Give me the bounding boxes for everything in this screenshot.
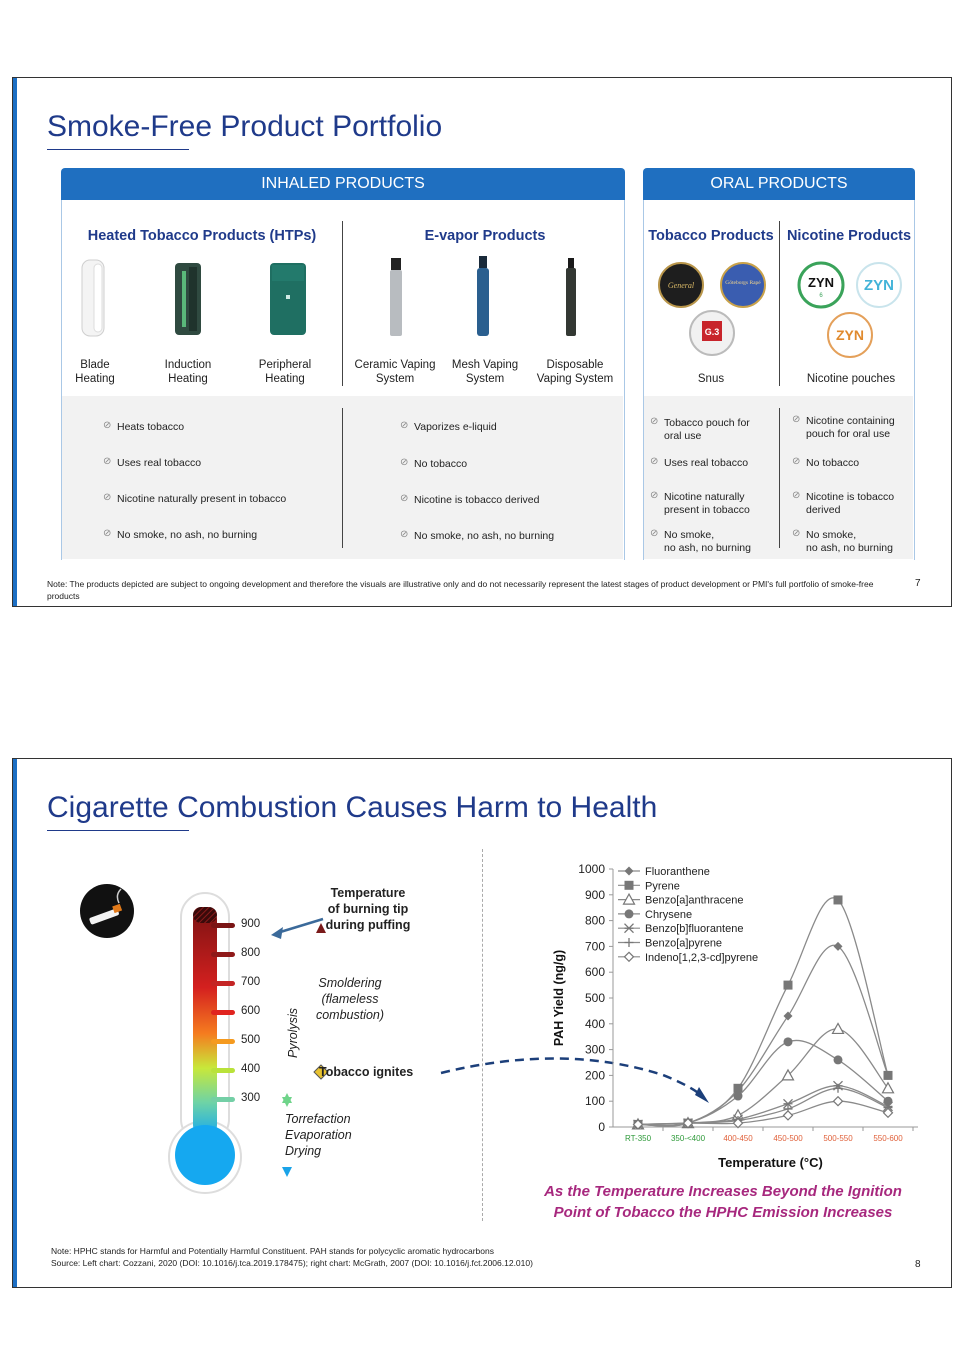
check-icon: ⊘ xyxy=(650,456,659,467)
check-icon: ⊘ xyxy=(650,416,659,427)
conclusion-text: As the Temperature Increases Beyond the Ignition Point of Tobacco the HPHC Emission Increases xyxy=(544,1183,902,1221)
y-tick-label: 100 xyxy=(584,1094,605,1109)
thermo-tick-label: 400 xyxy=(241,1063,261,1075)
y-tick-label: 800 xyxy=(584,913,605,928)
thermo-tick-label: 600 xyxy=(241,1005,261,1017)
thermo-tick-mark xyxy=(211,981,235,986)
data-point xyxy=(625,909,634,918)
y-tick-label: 400 xyxy=(584,1016,605,1031)
category-evapor: E-vapor Products xyxy=(424,228,546,244)
data-point xyxy=(625,867,634,876)
thermo-tick-label: 300 xyxy=(241,1092,261,1104)
thermo-tick-label: 500 xyxy=(241,1034,261,1046)
data-point xyxy=(625,952,634,961)
label-nicotine-pouches: Nicotine pouches xyxy=(806,373,896,385)
thermo-tick-mark xyxy=(211,1039,235,1044)
data-point xyxy=(625,924,634,933)
check-icon: ⊘ xyxy=(400,493,409,504)
disposable-vaping-image xyxy=(563,258,579,338)
series-line-4 xyxy=(638,1086,888,1125)
divider-features-inhaled xyxy=(342,408,343,548)
data-point xyxy=(784,981,793,990)
feature-tobacco-0: Tobacco pouch for oral use xyxy=(664,417,750,442)
thermo-tick-label: 900 xyxy=(241,918,261,930)
x-tick-label: RT-350 xyxy=(624,1134,652,1143)
thermo-tick-mark xyxy=(211,952,235,957)
y-tick-label: 700 xyxy=(584,939,605,954)
x-tick-label: 450-500 xyxy=(773,1134,803,1143)
pyrolysis-label: Pyrolysis xyxy=(286,1008,300,1059)
check-icon: ⊘ xyxy=(103,456,112,467)
data-point xyxy=(834,895,843,904)
feature-nicotine-0: Nicotine containing pouch for oral use xyxy=(806,415,895,440)
feature-htp-3: No smoke, no ash, no burning xyxy=(117,529,258,541)
snus-goteborgs-tin xyxy=(719,261,767,309)
divider-tobacco-nicotine xyxy=(779,221,780,386)
snus-general-tin xyxy=(657,261,705,309)
x-tick-label: 500-550 xyxy=(823,1134,853,1143)
svg-text:6: 6 xyxy=(819,293,823,299)
label-mesh-vaping: Mesh Vaping System xyxy=(451,359,519,385)
series-line-0 xyxy=(638,945,888,1126)
series-line-2 xyxy=(638,1029,888,1125)
x-tick-label: 550-600 xyxy=(873,1134,903,1143)
data-point xyxy=(625,938,634,947)
category-nicotine: Nicotine Products xyxy=(786,228,912,244)
data-point xyxy=(734,1084,743,1093)
slide2-note: Note: HPHC stands for Harmful and Potentially Harmful Constituent. PAH stands for polycyclic aromatic hydrocarbons xyxy=(51,1246,494,1256)
legend-label: Chrysene xyxy=(645,908,693,921)
legend-label: Fluoranthene xyxy=(645,866,710,878)
slide-smoke-free-portfolio xyxy=(12,77,952,607)
y-tick-label: 500 xyxy=(584,991,605,1005)
x-tick-label: 400-450 xyxy=(723,1134,753,1143)
smoldering-label: Smoldering (flameless combustion) xyxy=(315,976,385,1022)
check-icon: ⊘ xyxy=(792,528,801,539)
check-icon: ⊘ xyxy=(792,490,801,501)
data-point xyxy=(784,1012,793,1021)
data-point xyxy=(884,1071,893,1080)
y-tick-label: 300 xyxy=(584,1042,605,1057)
burning-cigarette-icon xyxy=(79,883,135,939)
legend-label: Pyrene xyxy=(645,880,680,893)
feature-evapor-3: No smoke, no ash, no burning xyxy=(414,530,555,542)
feature-evapor-1: No tobacco xyxy=(414,458,468,470)
slide-accent-bar xyxy=(13,759,17,1287)
category-htp: Heated Tobacco Products (HTPs) xyxy=(87,228,317,244)
feature-tobacco-1: Uses real tobacco xyxy=(664,457,749,469)
svg-text:ZYN: ZYN xyxy=(864,277,894,294)
burning-tip-label: Temperature of burning tip during puffing xyxy=(325,886,411,932)
feature-nicotine-3: No smoke, no ash, no burning xyxy=(806,529,893,554)
section-divider xyxy=(482,849,483,1221)
data-point xyxy=(625,881,634,890)
zyn-blue-tin xyxy=(855,261,903,309)
x-tick-label: 350-<400 xyxy=(670,1134,706,1143)
legend-label: Indeno[1,2,3-cd]pyrene xyxy=(645,951,759,964)
peripheral-device-image xyxy=(268,261,308,337)
divider-htp-evapor xyxy=(342,221,343,386)
thermo-tick-label: 800 xyxy=(241,947,261,959)
ceramic-vaping-image xyxy=(387,258,405,338)
check-icon: ⊘ xyxy=(400,529,409,540)
category-tobacco: Tobacco Products xyxy=(648,228,774,244)
data-point xyxy=(883,1083,894,1093)
page-number-7: 7 xyxy=(915,578,921,589)
inhaled-products-header: INHALED PRODUCTS xyxy=(61,168,625,200)
y-tick-label: 0 xyxy=(598,1120,605,1134)
feature-htp-1: Uses real tobacco xyxy=(117,457,202,469)
feature-tobacco-2: Nicotine naturally present in tobacco xyxy=(664,491,750,516)
check-icon: ⊘ xyxy=(650,490,659,501)
zyn-green-tin xyxy=(797,261,845,309)
feature-nicotine-1: No tobacco xyxy=(806,457,860,469)
page-title: Smoke-Free Product Portfolio xyxy=(47,110,443,143)
legend-label: Benzo[b]fluorantene xyxy=(645,923,744,936)
blade-device-image xyxy=(79,258,109,338)
zyn-orange-tin xyxy=(826,311,874,359)
svg-text:G.3: G.3 xyxy=(704,327,720,337)
label-disposable-vaping: Disposable Vaping System xyxy=(536,359,614,385)
check-icon: ⊘ xyxy=(103,420,112,431)
check-icon: ⊘ xyxy=(792,414,801,425)
legend-label: Benzo[a]pyrene xyxy=(645,937,723,950)
data-point xyxy=(784,1111,793,1120)
x-axis-title: Temperature (°C) xyxy=(718,1155,823,1170)
title-underline xyxy=(47,149,189,150)
thermo-tick-mark xyxy=(211,923,235,928)
check-icon: ⊘ xyxy=(400,420,409,431)
pah-yield-chart xyxy=(533,855,933,1175)
slide2-source: Source: Left chart: Cozzani, 2020 (DOI: 10.1016/j.tca.2019.178475); right chart: McGrath, 2007 (DOI: 10.1016/j.fct.2006.12.010) xyxy=(51,1258,533,1268)
slide1-note: Note: The products depicted are subject to ongoing development and therefore the visuals are illustrative only and do not necessarily represent the latest stages of product development or PMI's full portfolio of smoke-free products xyxy=(47,579,874,601)
thermo-tick-mark xyxy=(211,1068,235,1073)
svg-text:ZYN: ZYN xyxy=(836,327,864,343)
thermo-tick-mark xyxy=(211,1010,235,1015)
oral-products-header: ORAL PRODUCTS xyxy=(643,168,915,200)
label-ceramic-vaping: Ceramic Vaping System xyxy=(354,359,436,385)
label-snus: Snus xyxy=(697,373,725,385)
svg-text:ZYN: ZYN xyxy=(808,275,834,290)
mesh-vaping-image xyxy=(474,256,492,338)
feature-evapor-2: Nicotine is tobacco derived xyxy=(414,494,540,506)
slide-combustion-harm xyxy=(12,758,952,1288)
feature-nicotine-2: Nicotine is tobacco derived xyxy=(806,491,895,516)
label-blade-heating: Blade Heating xyxy=(75,359,115,385)
label-peripheral-heating: Peripheral Heating xyxy=(258,359,312,385)
legend-label: Benzo[a]anthracene xyxy=(645,894,744,907)
check-icon: ⊘ xyxy=(103,528,112,539)
check-icon: ⊘ xyxy=(792,456,801,467)
tobacco-ignites-label: Tobacco ignites xyxy=(319,1065,414,1079)
y-tick-label: 600 xyxy=(584,965,605,980)
thermometer-graphic xyxy=(153,889,253,1199)
slide-accent-bar xyxy=(13,78,17,606)
data-point xyxy=(734,1092,743,1101)
svg-text:Göteborgs Rapé: Göteborgs Rapé xyxy=(725,280,761,286)
induction-device-image xyxy=(173,261,203,337)
label-induction-heating: Induction Heating xyxy=(164,359,212,385)
page-number-8: 8 xyxy=(915,1259,921,1270)
y-axis-title: PAH Yield (ng/g) xyxy=(552,949,566,1047)
thermo-tick-mark xyxy=(211,1097,235,1102)
torrefaction-label: Torrefaction Evaporation Drying xyxy=(285,1112,352,1158)
series-line-5 xyxy=(638,1088,888,1124)
check-icon: ⊘ xyxy=(400,457,409,468)
data-point xyxy=(834,1097,843,1106)
y-tick-label: 1000 xyxy=(578,862,605,876)
y-tick-label: 900 xyxy=(584,887,605,902)
check-icon: ⊘ xyxy=(650,528,659,539)
page-title: Cigarette Combustion Causes Harm to Health xyxy=(47,791,658,824)
title-underline xyxy=(47,830,189,831)
feature-evapor-0: Vaporizes e-liquid xyxy=(414,421,497,433)
y-tick-label: 200 xyxy=(584,1068,605,1083)
feature-tobacco-3: No smoke, no ash, no burning xyxy=(664,529,751,554)
feature-htp-0: Heats tobacco xyxy=(117,421,185,433)
feature-htp-2: Nicotine naturally present in tobacco xyxy=(117,493,287,505)
svg-text:General: General xyxy=(667,281,695,290)
data-point xyxy=(834,1055,843,1064)
snus-g3-tin xyxy=(688,309,736,357)
data-point xyxy=(784,1037,793,1046)
check-icon: ⊘ xyxy=(103,492,112,503)
thermo-tick-label: 700 xyxy=(241,976,261,988)
